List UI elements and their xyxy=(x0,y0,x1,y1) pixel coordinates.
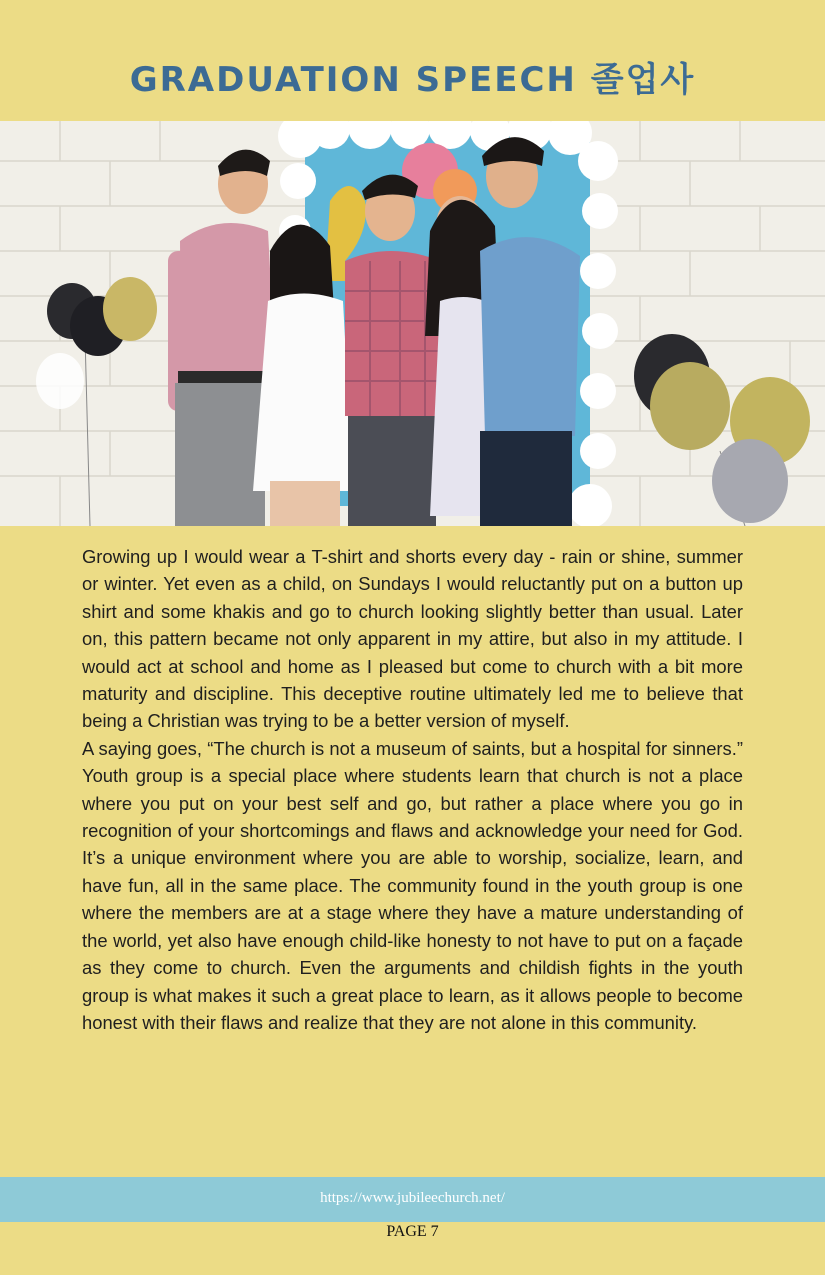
speech-body xyxy=(82,543,743,1036)
group-photo xyxy=(0,121,825,526)
page-title: GRADUATION SPEECH 졸업사 xyxy=(129,60,696,100)
footer-url-link[interactable]: https://www.jubileechurch.net/ xyxy=(320,1190,505,1206)
speech-paragraph-2: A saying goes, “The church is not a museum of saints, but a hospital for sinners.” Youth group is a special place where students learn that church is not a place where you put on your best self and go, but rather a place where you go in recognition of your shortcomings and flaws and acknowledge your need for God. It’s a unique environment where you are able to worship, socialize, learn, and have fun, all in the same place. The community found in the youth group is one where the members are at a stage where they have a mature understanding of the world, yet also have enough child-like honesty to not have to put on a façade as they come to church. Even the arguments and childish fights in the youth group is what makes it such a great place to learn, as it allows people to become honest with their flaws and realize that they are not alone in this community. xyxy=(82,737,743,1033)
page-number: PAGE 7 xyxy=(386,1223,439,1240)
speech-paragraph-1: Growing up I would wear a T-shirt and shorts every day - rain or shine, summer or winter. Yet even as a child, on Sundays I would reluctantly put on a button up shirt and some khakis and go to church looking slightly better than usual. Later on, this pattern became not only apparent in my attire, but also in my attitude. I would act at school and home as I pleased but come to church with a bit more maturity and discipline. This deceptive routine ultimately led me to believe that being a Christian was trying to be a better version of myself. xyxy=(82,546,743,732)
